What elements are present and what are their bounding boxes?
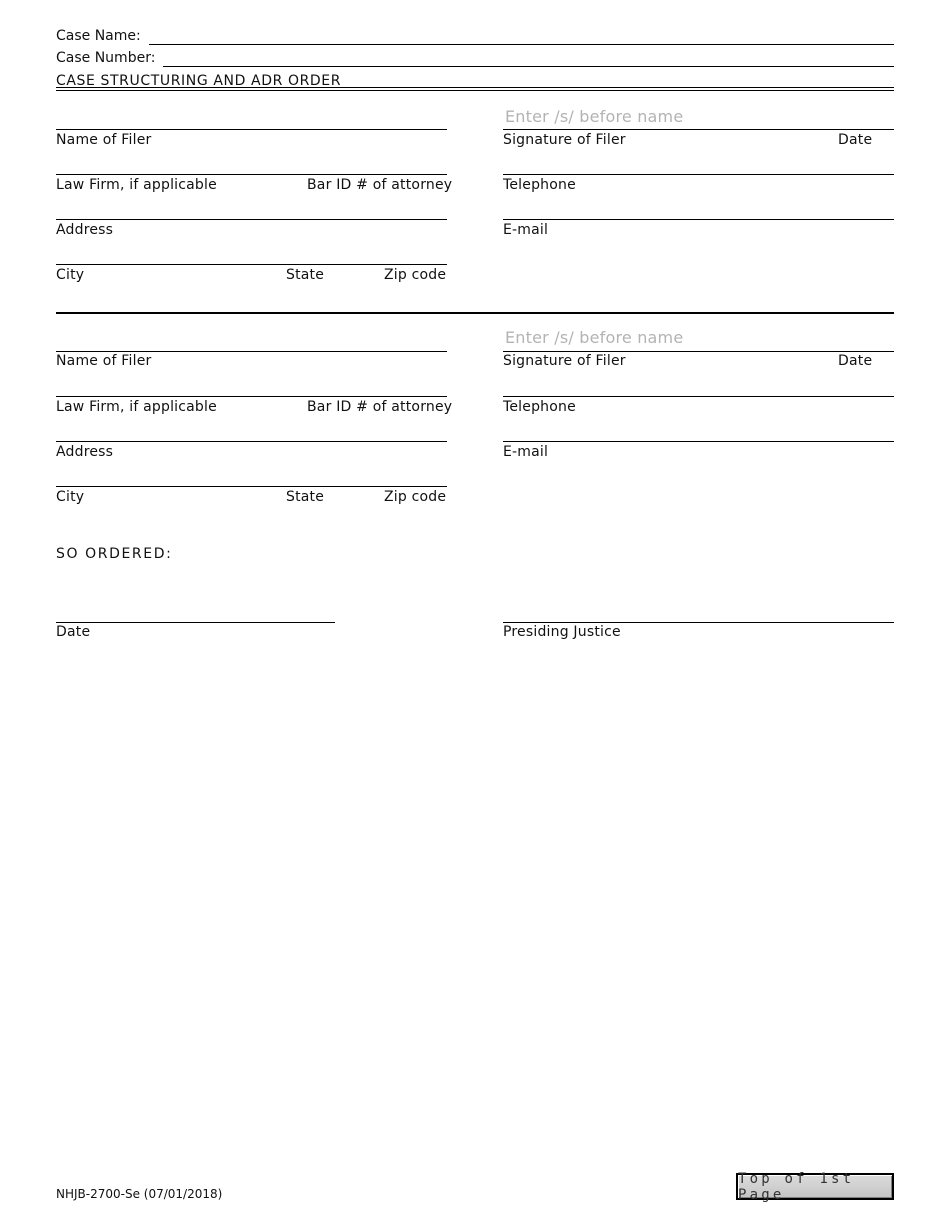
law-firm-field[interactable]	[56, 379, 447, 396]
presiding-justice-label: Presiding Justice	[503, 624, 621, 640]
title-rule-top	[56, 87, 894, 88]
law-firm-line	[56, 174, 447, 175]
order-date-line	[56, 622, 335, 623]
case-name-underline	[149, 44, 894, 45]
signature-date-label: Date	[838, 132, 873, 148]
address-label: Address	[56, 444, 114, 460]
form-id: NHJB-2700-Se (07/01/2018)	[56, 1187, 223, 1201]
state-label: State	[286, 489, 325, 505]
order-date-label: Date	[56, 624, 91, 640]
section-divider	[56, 312, 894, 314]
name-of-filer-label: Name of Filer	[56, 132, 152, 148]
signature-placeholder[interactable]: Enter /s/ before name	[505, 328, 684, 347]
signature-of-filer-label: Signature of Filer	[503, 132, 626, 148]
telephone-field[interactable]	[503, 379, 894, 396]
email-field[interactable]	[503, 424, 894, 441]
telephone-line	[503, 174, 894, 175]
name-of-filer-line	[56, 351, 447, 352]
bar-id-label: Bar ID # of attorney	[307, 177, 453, 193]
state-label: State	[286, 267, 325, 283]
signature-date-label: Date	[838, 353, 873, 369]
case-name-field[interactable]	[149, 28, 894, 44]
address-label: Address	[56, 222, 114, 238]
case-number-underline	[163, 66, 894, 67]
telephone-label: Telephone	[503, 177, 576, 193]
case-number-label: Case Number:	[56, 50, 156, 66]
city-label: City	[56, 267, 85, 283]
address-field[interactable]	[56, 424, 447, 441]
name-of-filer-field[interactable]	[56, 334, 447, 351]
zip-code-label: Zip code	[384, 489, 447, 505]
email-field[interactable]	[503, 202, 894, 219]
law-firm-label: Law Firm, if applicable	[56, 177, 217, 193]
city-state-zip-line	[56, 486, 447, 487]
order-date-field[interactable]	[56, 603, 335, 622]
city-state-zip-line	[56, 264, 447, 265]
telephone-field[interactable]	[503, 157, 894, 174]
presiding-justice-field[interactable]	[503, 603, 894, 622]
so-ordered-label: SO ORDERED:	[56, 546, 173, 562]
title-rule-bottom	[56, 90, 894, 91]
signature-of-filer-label: Signature of Filer	[503, 353, 626, 369]
address-line	[56, 219, 447, 220]
name-of-filer-line	[56, 129, 447, 130]
signature-line	[503, 351, 894, 352]
signature-placeholder[interactable]: Enter /s/ before name	[505, 107, 684, 126]
telephone-label: Telephone	[503, 399, 576, 415]
name-of-filer-label: Name of Filer	[56, 353, 152, 369]
email-line	[503, 219, 894, 220]
address-field[interactable]	[56, 202, 447, 219]
case-name-label: Case Name:	[56, 28, 141, 44]
law-firm-line	[56, 396, 447, 397]
email-line	[503, 441, 894, 442]
city-state-zip-field[interactable]	[56, 469, 447, 486]
bar-id-label: Bar ID # of attorney	[307, 399, 453, 415]
case-number-field[interactable]	[163, 50, 894, 66]
presiding-justice-line	[503, 622, 894, 623]
zip-code-label: Zip code	[384, 267, 447, 283]
telephone-line	[503, 396, 894, 397]
address-line	[56, 441, 447, 442]
signature-line	[503, 129, 894, 130]
email-label: E-mail	[503, 222, 549, 238]
form-title: CASE STRUCTURING AND ADR ORDER	[56, 73, 342, 89]
city-label: City	[56, 489, 85, 505]
law-firm-label: Law Firm, if applicable	[56, 399, 217, 415]
city-state-zip-field[interactable]	[56, 247, 447, 264]
law-firm-field[interactable]	[56, 157, 447, 174]
top-of-first-page-button[interactable]: Top of 1st Page	[736, 1173, 894, 1200]
email-label: E-mail	[503, 444, 549, 460]
name-of-filer-field[interactable]	[56, 112, 447, 129]
